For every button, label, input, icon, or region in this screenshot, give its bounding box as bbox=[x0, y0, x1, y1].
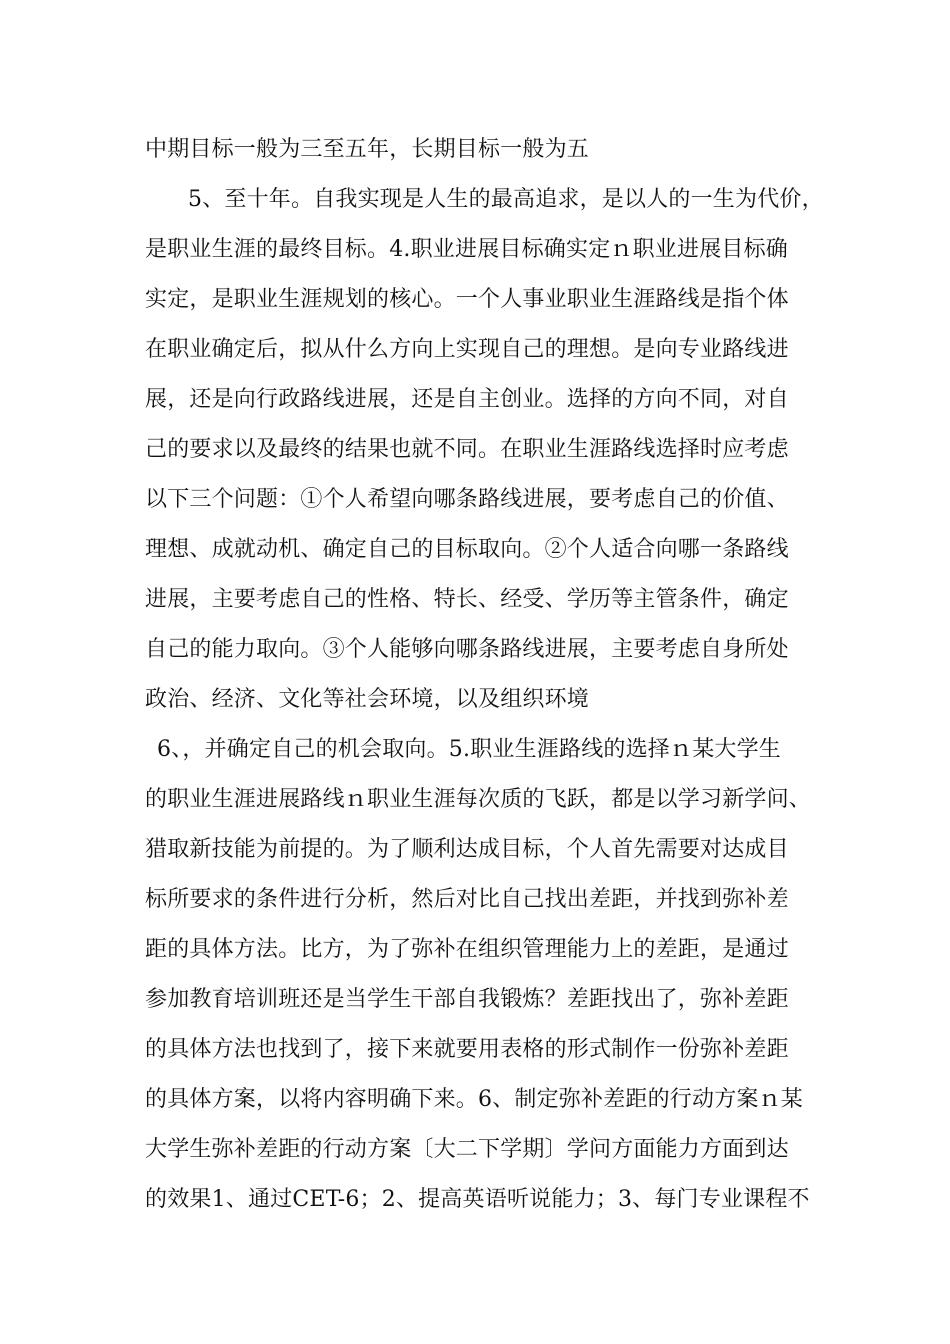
line-text: 是职业生涯的最终目标。4.职业进展目标确实定ｎ职业进展目标确 bbox=[145, 237, 788, 262]
line-text: 进展，主要考虑自己的性格、特长、经受、学历等主管条件，确定 bbox=[145, 587, 789, 612]
line-text: 以下三个问题：①个人希望向哪条路线进展，要考虑自己的价值、 bbox=[145, 487, 789, 512]
text-line-14 bbox=[145, 785, 950, 835]
line-text: 参加教育培训班还是当学生干部自我锻炼？差距找出了，弥补差距 bbox=[145, 987, 789, 1012]
line-text: 自己的能力取向。③个人能够向哪条路线进展，主要考虑自身所处 bbox=[145, 637, 789, 662]
text-line-1 bbox=[145, 135, 950, 185]
line-text: 展，还是向行政路线进展，还是自主创业。选择的方向不同，对自 bbox=[145, 387, 789, 412]
text-line-2 bbox=[188, 185, 950, 235]
text-line-9 bbox=[145, 535, 950, 585]
line-text: 5、至十年。自我实现是人生的最高追求，是以人的一生为代价， bbox=[188, 187, 824, 212]
text-line-10 bbox=[145, 585, 950, 635]
text-line-5 bbox=[145, 335, 950, 385]
line-text: 距的具体方法。比方，为了弥补在组织管理能力上的差距，是通过 bbox=[145, 937, 789, 962]
line-text: 大学生弥补差距的行动方案〔大二下学期〕学问方面能力方面到达 bbox=[145, 1137, 789, 1162]
line-text: 实定，是职业生涯规划的核心。一个人事业职业生涯路线是指个体 bbox=[145, 287, 789, 312]
line-text: 的效果1、通过CET-6；2、提高英语听说能力；3、每门专业课程不 bbox=[145, 1187, 810, 1212]
text-line-13 bbox=[157, 735, 950, 785]
text-line-17 bbox=[145, 935, 950, 985]
text-line-20 bbox=[145, 1085, 950, 1135]
text-line-21 bbox=[145, 1135, 950, 1185]
text-line-18 bbox=[145, 985, 950, 1035]
line-text: 己的要求以及最终的结果也就不同。在职业生涯路线选择时应考虑 bbox=[145, 437, 789, 462]
text-line-4 bbox=[145, 285, 950, 335]
text-line-22 bbox=[145, 1185, 950, 1235]
text-line-12 bbox=[145, 685, 950, 735]
line-text: 政治、经济、文化等社会环境，以及组织环境 bbox=[145, 687, 590, 712]
text-line-6 bbox=[145, 385, 950, 435]
line-text: 6、，并确定自己的机会取向。5.职业生涯路线的选择ｎ某大学生 bbox=[157, 737, 781, 762]
text-line-15 bbox=[145, 835, 950, 885]
line-text: 标所要求的条件进行分析，然后对比自己找出差距，并找到弥补差 bbox=[145, 887, 789, 912]
line-text: 猎取新技能为前提的。为了顺利达成目标，个人首先需要对达成目 bbox=[145, 837, 789, 862]
text-line-19 bbox=[145, 1035, 950, 1085]
line-text: 中期目标一般为三至五年，长期目标一般为五 bbox=[145, 137, 590, 162]
line-text: 的具体方案，以将内容明确下来。6、制定弥补差距的行动方案ｎ某 bbox=[145, 1087, 803, 1112]
text-line-7 bbox=[145, 435, 950, 485]
text-line-16 bbox=[145, 885, 950, 935]
line-text: 的职业生涯进展路线ｎ职业生涯每次质的飞跃，都是以学习新学问、 bbox=[145, 787, 812, 812]
line-text: 的具体方法也找到了，接下来就要用表格的形式制作一份弥补差距 bbox=[145, 1037, 789, 1062]
line-text: 在职业确定后，拟从什么方向上实现自己的理想。是向专业路线进 bbox=[145, 337, 789, 362]
line-text: 理想、成就动机、确定自己的目标取向。②个人适合向哪一条路线 bbox=[145, 537, 789, 562]
text-line-3 bbox=[145, 235, 950, 285]
text-line-8 bbox=[145, 485, 950, 535]
text-line-11 bbox=[145, 635, 950, 685]
